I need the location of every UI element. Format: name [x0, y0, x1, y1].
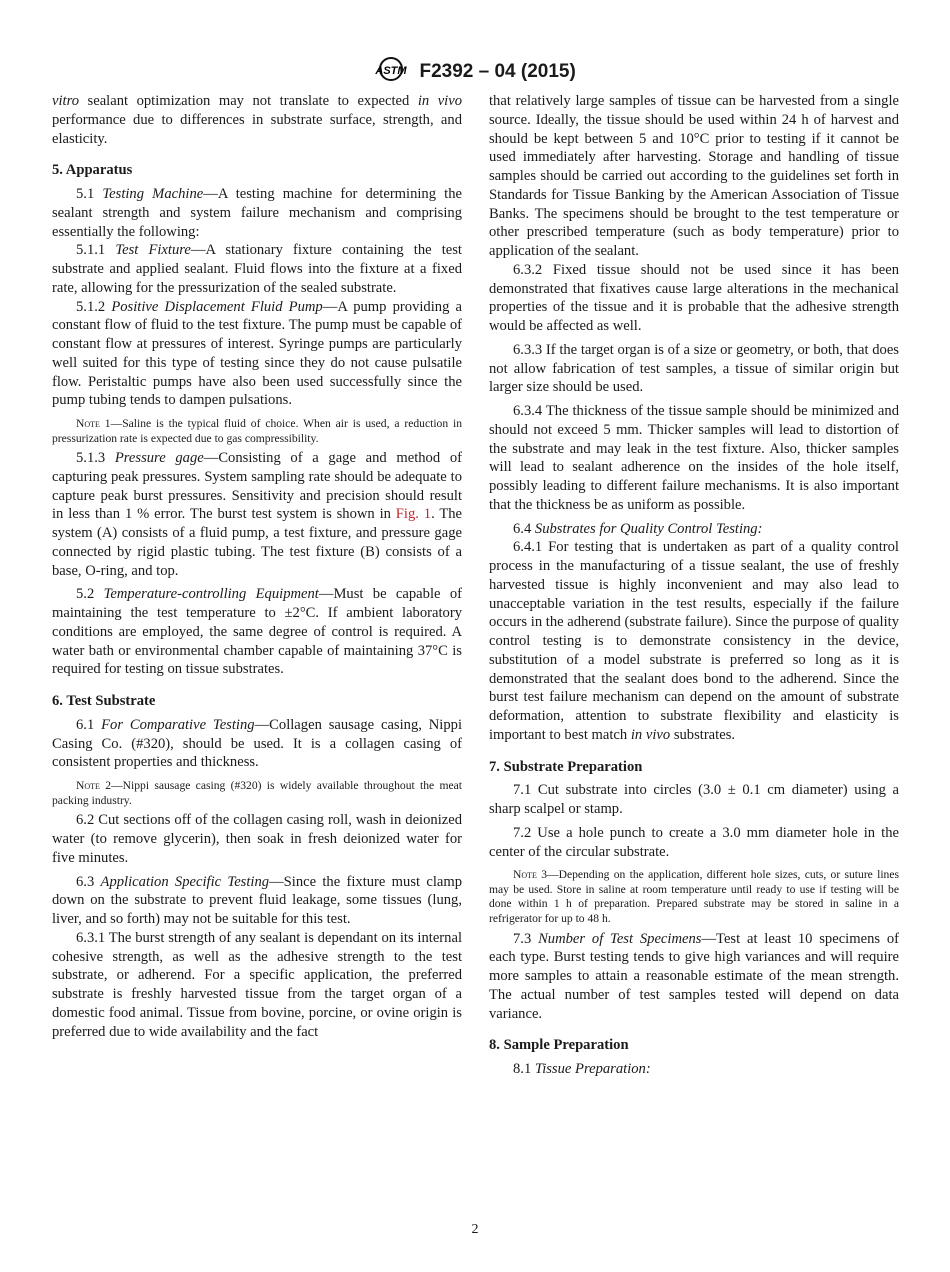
- paragraph: [489, 520, 899, 539]
- text-run: —A pump providing a constant flow of fluid to the test fixture. The pump must be capable of constant flow at pressures of interest. Syringe pumps are particularly well suited for this type of testing since they do not cause pulsatile flow. Peristaltic pumps have also been used successfully since the pump tubing tends to dampen pulsations.: [52, 298, 462, 409]
- italic-text: vitro: [52, 93, 80, 109]
- paragraph: [489, 402, 899, 515]
- text-run: 6.4.1 For testing that is undertaken as part of a quality control process in the manufacturing of a tissue sealant, the use of freshly harvested tissue is highly inconvenient and may also lead to unacceptable variation in the test results, especially if the failure occurs in the adherend (substrate failure). Since the purpose of quality control testing is to demonstrate consistency in the device, substitution of a model substrate is preferred so long as it is demonstrated that the sealant does bond to the adherend. Since the burst test failure mechanism can depend on the amount of substrate deformation, attention to substrate flexibility and elasticity is important to best match: [489, 539, 899, 743]
- paragraph: [52, 298, 462, 411]
- text-run: 6.3.2 Fixed tissue should not be used since it has been demonstrated that fixatives cause large alterations in the mechanical properties of the tissue and it is probable that the adhesive strength would be affected as well.: [489, 261, 899, 334]
- text-run: 7.3: [513, 930, 539, 947]
- note: [52, 779, 462, 808]
- italic-text: Testing Machine: [102, 186, 204, 202]
- text-run: 8.1: [513, 1061, 535, 1078]
- left-column: [52, 92, 462, 1041]
- paragraph: [52, 449, 462, 580]
- italic-text: Substrates for Quality Control Testing:: [534, 520, 763, 537]
- text-run: 5.1.3: [76, 450, 115, 467]
- right-column: [489, 92, 899, 1079]
- text-run: 6.3.3 If the target organ is of a size or geometry, or both, that does not allow fabrication of test samples, a tissue of similar origin but larger size should be used.: [489, 341, 899, 396]
- paragraph: [52, 929, 462, 1042]
- text-run: —Saline is the typical fluid of choice. When air is used, a reduction in pressurization rate is expected due to gas compressibility.: [52, 417, 463, 445]
- paragraph: [52, 873, 462, 929]
- svg-text:ASTM: ASTM: [375, 65, 407, 77]
- italic-text: Pressure gage: [114, 450, 204, 467]
- text-run: —Consisting of a gage and method of capturing peak pressures. System sampling rate should be adequate to capture peak burst pressures. Sensitivity and precision should result in less than 1 % error. The burst test system is shown in: [52, 450, 462, 523]
- paragraph: [489, 341, 899, 397]
- text-run: 6.3.1 The burst strength of any sealant is dependant on its internal cohesive strength, as well as the adhesive strength to the test substrate, or adherend. For a specific application, the preferred substrate is freshly harvested tissue from the target organ of a domestic food animal. Tissue from bovine, porcine, or ovine origin is preferred due to wide availability and the fact: [52, 929, 462, 1040]
- italic-text: Test Fixture: [115, 242, 191, 259]
- text-run: substrates.: [670, 726, 736, 743]
- text-run: —Depending on the application, different hole sizes, cuts, or suture lines may be used. Store in saline at room temperature until ready to use if testing will be done within 1 h of preparation. Prepared substrate may be stored in saline in a refrigerator for up to 48 h.: [489, 868, 900, 926]
- paragraph: [489, 538, 899, 744]
- note: [489, 868, 899, 926]
- paragraph: [489, 824, 899, 862]
- section-heading: [489, 758, 899, 777]
- text-run: —A testing machine for determining the sealant strength and system failure mechanism and comprising essentially the following:: [52, 186, 463, 240]
- text-run: 8. Sample Preparation: [489, 1037, 629, 1054]
- text-run: sealant optimization may not translate to expected: [79, 93, 418, 109]
- text-run: —Since the fixture must clamp down on the substrate to prevent fluid leakage, some tissues (lung, liver, and so forth) may not be suitable for this test.: [52, 873, 463, 928]
- section-heading: [52, 161, 462, 180]
- page-number: 2: [471, 1222, 479, 1237]
- note: [52, 417, 462, 446]
- italic-text: in vivo: [630, 726, 671, 743]
- italic-text: Number of Test Specimens: [538, 930, 702, 947]
- text-run: 6. Test Substrate: [52, 693, 156, 710]
- paragraph: [52, 585, 462, 679]
- text-run: 6.3: [76, 873, 101, 890]
- paragraph: [489, 261, 899, 336]
- text-run: —Test at least 10 specimens of each type. Burst testing tends to give high variances and will require more samples to attain a reasonable estimate of the mean strength. The actual number of test samples tested will depend on data variance.: [489, 930, 900, 1022]
- text-run: 6.2 Cut sections off of the collagen casing roll, wash in deionized water (to remove glycerin), then soak in fresh deionized water for five minutes.: [52, 812, 462, 866]
- text-run: 5.1: [76, 186, 103, 202]
- section-heading: [489, 1036, 899, 1055]
- paragraph: [489, 1060, 899, 1079]
- italic-text: Application Specific Testing: [100, 873, 270, 890]
- text-run: performance due to differences in substrate surface, strength, and elasticity.: [52, 111, 462, 147]
- figure-link[interactable]: Fig. 1: [395, 506, 432, 523]
- text-run: —Collagen sausage casing, Nippi Casing Co. (#320), should be used. It is a collagen casing of consistent properties and thickness.: [52, 716, 463, 771]
- paragraph: [489, 781, 899, 819]
- text-run: 5.2: [76, 586, 104, 603]
- text-run: 5.1.2: [76, 298, 112, 315]
- text-run: that relatively large samples of tissue can be harvested from a single source. Ideally, the tissue should be used within 24 h of harvest and should be kept between 5 and 10°C prior to testing if it cannot be used immediately after harvesting. Storage and handling of tissue samples should be carried out according to the guidelines set forth in Standards for Tissue Banking by the American Association of Tissue Banks. The specimens should be brought to the test temperature or other prescribed temperature (such as body temperature) prior to application of the sealant.: [489, 93, 899, 259]
- italic-text: For Comparative Testing: [101, 716, 255, 733]
- note-label: Note 3: [513, 868, 548, 882]
- paragraph: [52, 811, 462, 867]
- text-run: 7.2 Use a hole punch to create a 3.0 mm diameter hole in the center of the circular substrate.: [489, 824, 899, 860]
- paragraph: [52, 716, 462, 772]
- text-run: —Must be capable of maintaining the test temperature to ±2°C. If ambient laboratory conditions are employed, the same degree of control is required. A water bath or environmental chamber capable of maintaining 37°C is required for testing on tissue substrates.: [52, 586, 462, 678]
- standard-designation: F2392 – 04 (2015): [419, 61, 576, 82]
- paragraph: [52, 92, 462, 148]
- text-run: 7.1 Cut substrate into circles (3.0 ± 0.1 cm diameter) using a sharp scalpel or stamp.: [489, 782, 899, 817]
- astm-logo-icon: [374, 56, 408, 88]
- section-heading: [52, 692, 462, 711]
- italic-text: in vivo: [417, 93, 462, 109]
- text-run: . The system (A) consists of a fluid pump, a test fixture, and pressure gage connected by rigid plastic tubing. The test fixture (B) consists of a base, O-ring, and top.: [52, 506, 463, 579]
- note-label: Note 2: [76, 779, 112, 793]
- text-run: —A stationary fixture containing the test substrate and applied sealant. Fluid flows into the fixture at a fixed rate, allowing for the pressurization of the sealed substrate.: [52, 242, 462, 296]
- text-run: 5. Apparatus: [52, 162, 133, 179]
- text-run: 7. Substrate Preparation: [489, 758, 643, 775]
- text-run: 6.4: [513, 520, 535, 537]
- paragraph: [489, 92, 899, 261]
- paragraph: [52, 241, 462, 297]
- text-run: 6.3.4 The thickness of the tissue sample should be minimized and should not exceed 5 mm. Thicker samples will lead to distortion of the substrate and may leak in the test fixture. Also, thicker samples will lead to sealant adherence on the insides of the hole itself, possibly leading to different failure mechanisms. It is also important that the thickness be as uniform as possible.: [489, 403, 899, 513]
- text-run: 6.1: [76, 716, 102, 733]
- page-header: [0, 56, 950, 88]
- italic-text: Positive Displacement Fluid Pump: [111, 298, 323, 315]
- text-run: 5.1.1: [76, 242, 116, 259]
- note-label: Note 1: [76, 417, 111, 430]
- paragraph: [52, 185, 462, 241]
- italic-text: Tissue Preparation:: [534, 1061, 651, 1078]
- italic-text: Temperature-controlling Equipment: [103, 586, 319, 603]
- paragraph: [489, 930, 899, 1024]
- text-run: —Nippi sausage casing (#320) is widely available throughout the meat packing industry.: [52, 779, 463, 807]
